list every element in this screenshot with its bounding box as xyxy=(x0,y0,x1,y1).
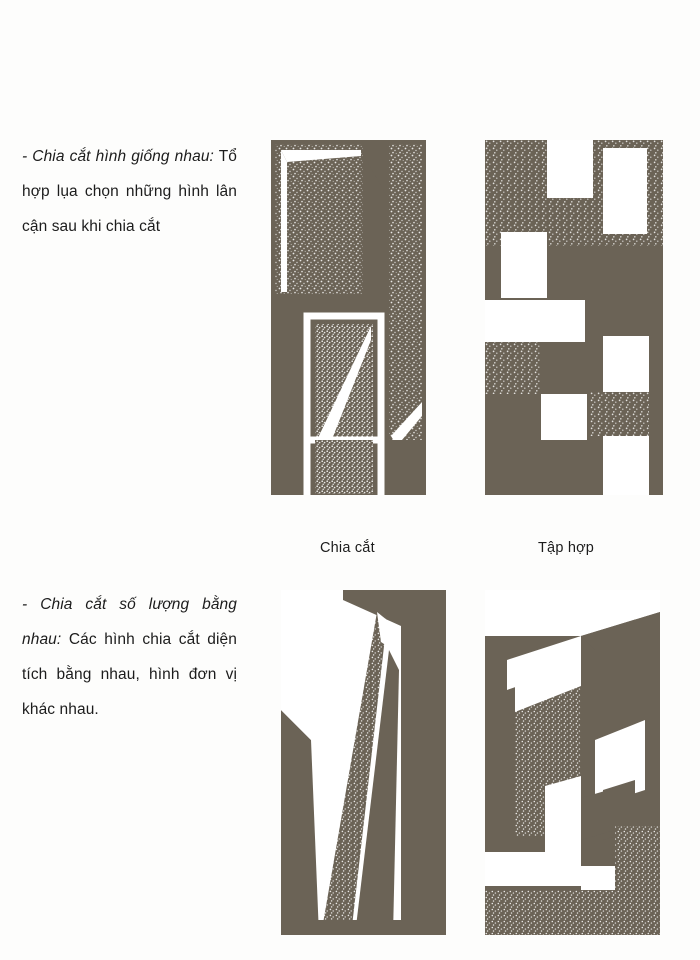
figure-2-artwork xyxy=(485,140,663,495)
paragraph-1-text xyxy=(22,140,237,245)
paragraph-2-lead: - Chia cắt số lượng bằng nhau: xyxy=(22,596,237,648)
figure-chia-cat-so-luong xyxy=(281,590,446,935)
figure-tap-hop-so-luong xyxy=(485,590,660,935)
paragraph-1-body: Tổ hợp lụa chọn những hình lân cận sau khi chia cắt xyxy=(22,148,237,235)
figure-4-artwork xyxy=(485,590,660,935)
paragraph-2-text xyxy=(22,588,237,728)
figure-1-artwork xyxy=(271,140,426,495)
figure-chia-cat xyxy=(271,140,426,495)
paragraph-2-body: Các hình chia cắt diện tích bằng nhau, hình đơn vị khác nhau. xyxy=(22,630,237,718)
figure-2-caption: Tập hợp xyxy=(538,540,595,556)
paragraph-chia-cat-so-luong-bang-nhau xyxy=(22,588,237,728)
figure-1-caption: Chia cắt xyxy=(320,540,375,556)
paragraph-1-lead: - Chia cắt hình giống nhau: xyxy=(22,148,214,165)
figure-3-artwork xyxy=(281,590,446,935)
figure-tap-hop xyxy=(485,140,663,495)
paragraph-chia-cat-hinh-giong-nhau xyxy=(22,140,237,245)
